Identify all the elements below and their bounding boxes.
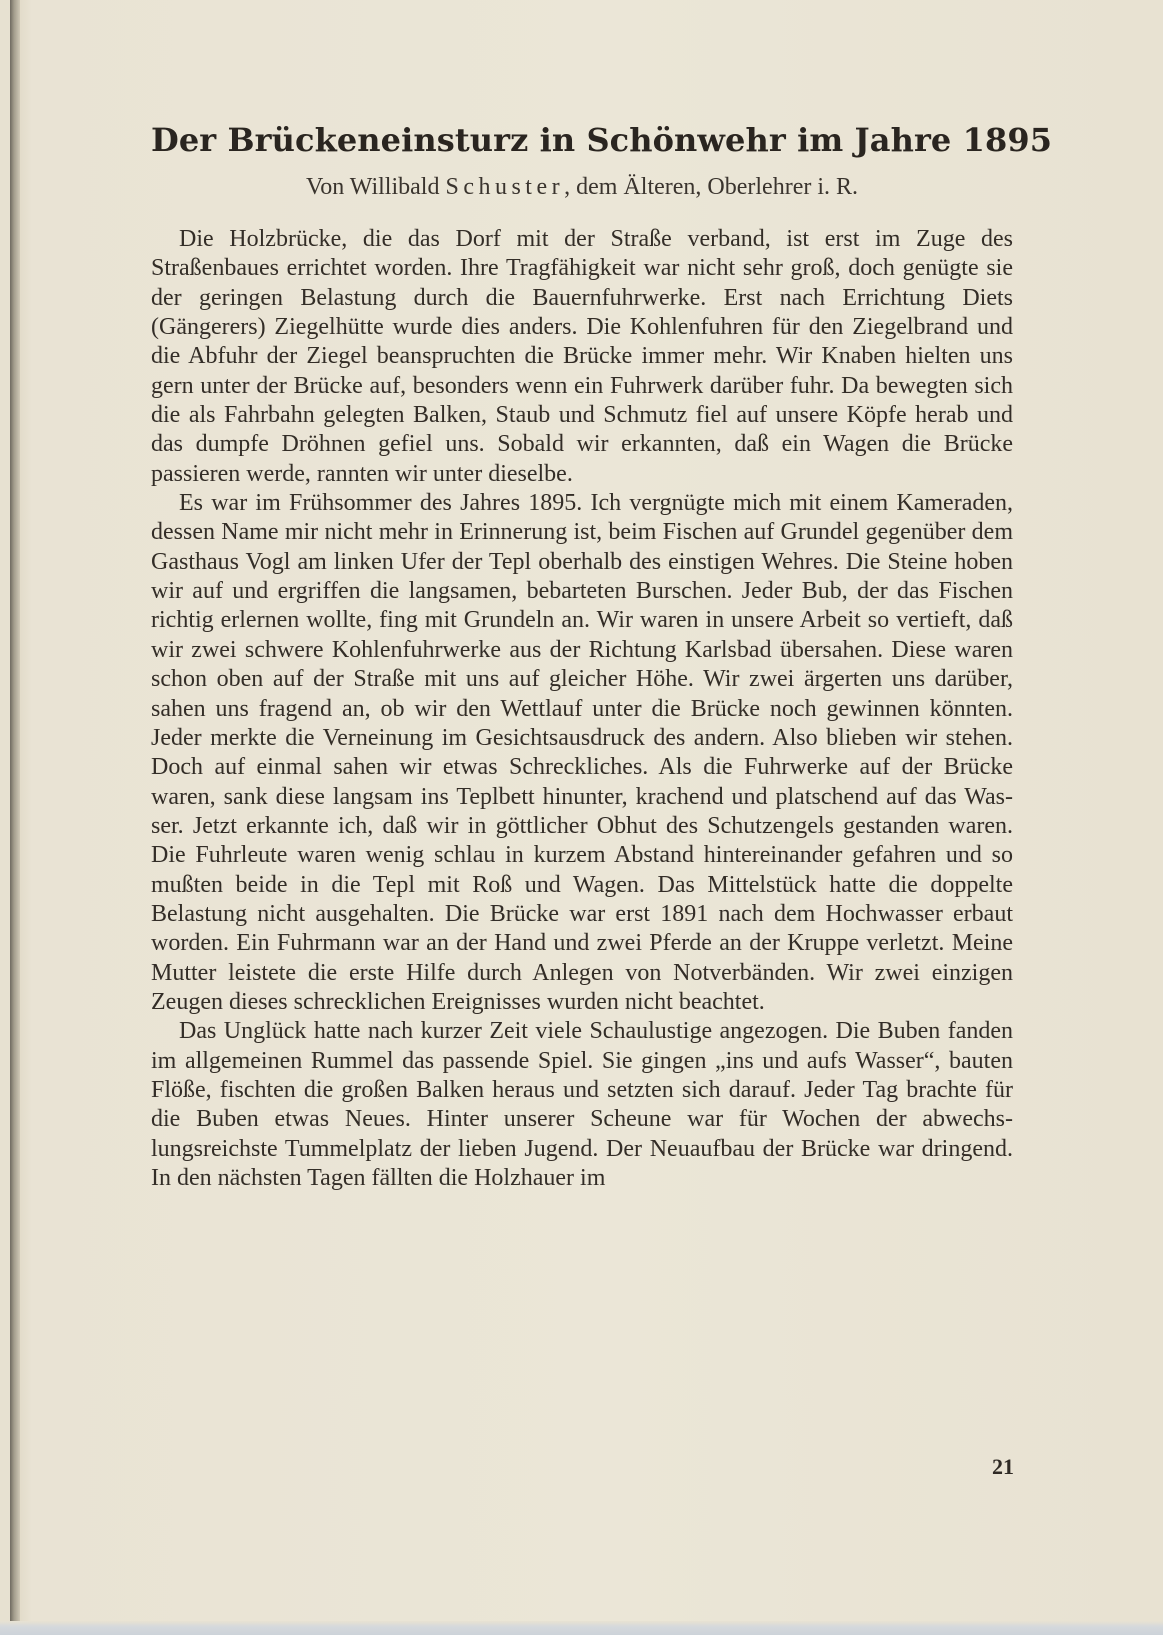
byline-suffix: , dem Älteren, Oberlehrer i. R. <box>564 174 859 200</box>
paragraph-2: Es war im Frühsommer des Jahres 1895. Ich vergnügte mich mit einem Kameraden, dessen Name mir nicht mehr in Erinnerung ist, beim Fischen auf Grundel gegenüber dem Gasthaus Vogl am linken Ufer der Tepl oberhalb des einstigen Wehres. Die Steine hoben wir auf und ergriffen die langsamen, bebarteten Burschen. Jeder Bub, der das Fischen richtig erlernen wollte, fing mit Grundeln an. Wir waren in unsere Arbeit so vertieft, daß wir zwei schwere Kohlenfuhrwerke aus der Richtung Karlsbad übersahen. Diese waren schon oben auf der Straße mit uns auf gleicher Höhe. Wir zwei ärgerten uns darüber, sahen uns fragend an, ob wir den Wettlauf unter die Brücke noch gewinnen könnten. Jeder merkte die Verneinung im Gesichtsausdruck des andern. Also blieben wir stehen. Doch auf einmal sahen wir etwas Schreckliches. Als die Fuhrwerke auf der Brücke waren, sank diese langsam ins Teplbett hinunter, krachend und platschend auf das Wasser. Jetzt erkannte ich, daß wir in göttlicher Obhut des Schutzengels gestanden waren. Die Fuhrleute waren wenig schlau in kurzem Abstand hintereinander gefahren und so mußten beide in die Tepl mit Roß und Wagen. Das Mittelstück hatte die doppelte Belastung nicht ausgehalten. Die Brücke war erst 1891 nach dem Hochwasser erbaut worden. Ein Fuhrmann war an der Hand und zwei Pferde an der Kruppe verletzt. Meine Mutter leistete die erste Hilfe durch Anlegen von Notverbänden. Wir zwei einzigen Zeugen dieses schrecklichen Ereignisses wurden nicht beachtet. <box>151 490 1013 1015</box>
book-page <box>10 0 1163 1635</box>
paragraph-3: Das Unglück hatte nach kurzer Zeit viele Schaulustige angezogen. Die Buben fanden im allgemeinen Rummel das passende Spiel. Sie gingen „ins und aufs Wasser“, bauten Flöße, fischten die großen Balken heraus und setzten sich darauf. Jeder Tag brachte für die Buben etwas Neues. Hinter unserer Scheune war für Wochen der abwechslungsreichste Tummelplatz der lieben Jugend. Der Neuaufbau der Brücke war dringend. In den nächsten Tagen fällten die Holzhauer im <box>151 1018 1013 1191</box>
page-gutter-shadow <box>10 0 20 1635</box>
byline-prefix: Von Willibald <box>305 174 446 200</box>
scan-bottom-edge <box>0 1621 1163 1635</box>
article-title: Der Brückeneinsturz in Schönwehr im Jahre 1895 <box>151 121 1053 159</box>
article-body <box>151 225 1013 1193</box>
article-byline <box>151 172 1013 202</box>
paragraph-1: Die Holzbrücke, die das Dorf mit der Straße verband, ist erst im Zuge des Straßenbaues errichtet worden. Ihre Tragfähigkeit war nicht sehr groß, doch genügte sie der geringen Belastung durch die Bauernfuhrwerke. Erst nach Errichtung Diets (Gängerers) Ziegelhütte wurde dies anders. Die Kohlenfuhren für den Ziegelbrand und die Abfuhr der Ziegel beanspruchten die Brücke immer mehr. Wir Knaben hielten uns gern unter der Brücke auf, besonders wenn ein Fuhrwerk darüber fuhr. Da bewegten sich die als Fahrbahn gelegten Balken, Staub und Schmutz fiel auf unsere Köpfe herab und das dumpfe Dröhnen gefiel uns. Sobald wir erkannten, daß ein Wagen die Brücke passieren werde, rannten wir unter dieselbe. <box>151 226 1013 487</box>
article <box>151 120 1053 1193</box>
byline-author-surname: Schuster <box>445 174 565 200</box>
page-number: 21 <box>992 1454 1014 1479</box>
